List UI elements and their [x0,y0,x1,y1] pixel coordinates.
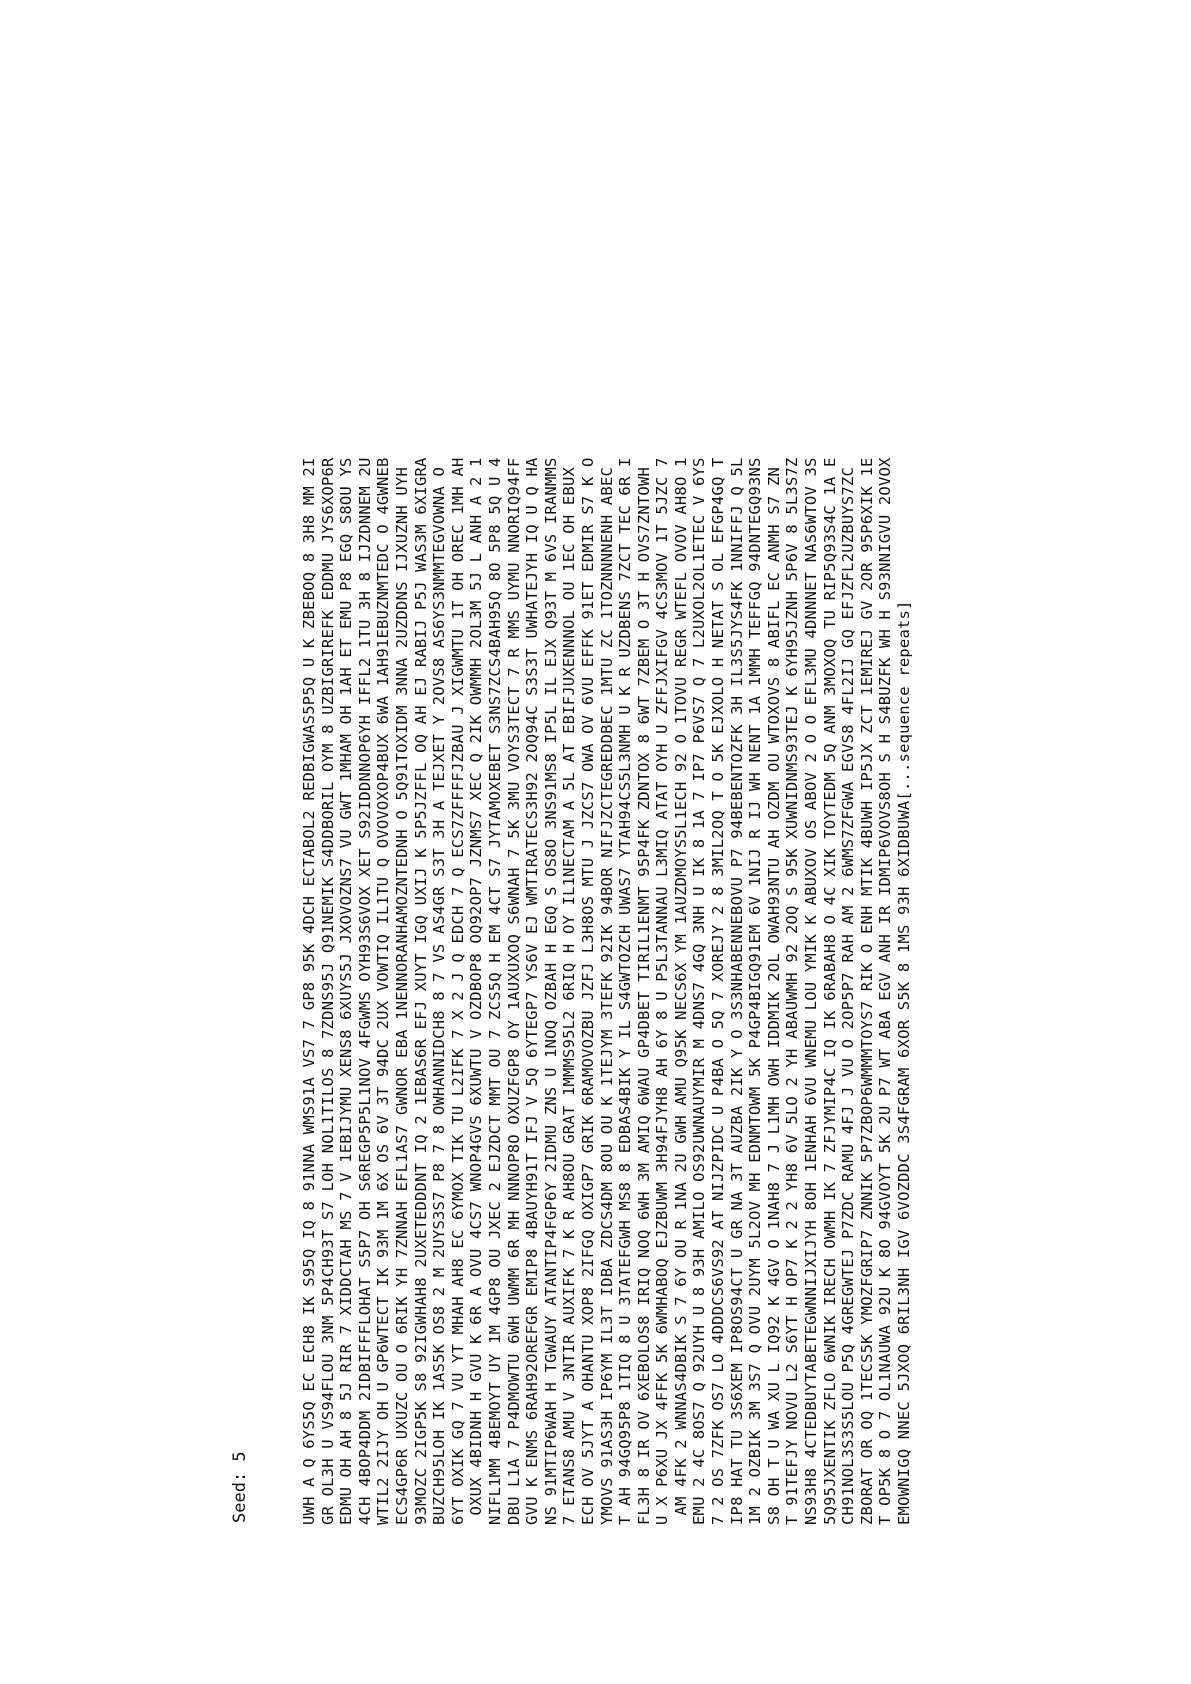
sequence-line: ZBORAT OR OQ 1TECS5K YMOZFGRIP7 ZNNIK 5P7ZBOP6WMMMTOYS7 RIK O ENH MTIK 4BUWH IP5JX ZCT 1EMIREJ GV 2OR 95P6XIK 1E [857,457,876,1525]
sequence-line: YMOVS 91AS3H IP6YM IL3T IDBA ZDCS4DM 8OU OU K 1TEJYM 3TEFK 92IK 94BOR NIFJZCTEGREDDBEC 1MTU ZC 1TOZNNNNENH ABEC [597,466,616,1525]
sequence-line: CH91NOL3S3S5LOU P5Q 4GREGWTEJ P7ZDC RAMU 4FJ J VU O 2OP5P7 RAH AM 2 6WMS7ZFGWA EGVS8 4FL2IJ GQ EFJZFL2UZBUYS7ZC [839,466,858,1525]
sequence-line: GR OL3H U VS94FLOU 3NM 5P4CH93T S7 LOH NOL1TILOS 8 7ZDNS95J Q91NEMIK S4DDBORIL OYM 8 UZBIGRIREFK EDDMU JYS6XOP6R [318,457,337,1525]
sequence-line: GVU K ENMS 6RAH92OREFGR EMIP8 4BAUYH91T IFJ V 5Q 6YTEGP7 YS6V EJ WMTIRATECS3H92 2OQ94C S3S3T UWHATEJYH IQ U Q HA [523,457,542,1525]
seed-label: Seed: 5 [230,1451,250,1523]
sequence-line: 1M 2 OZBIK 3M 3S7 Q OVU 2UYM 5L2OV MH EDNMTOWM 5K P4GP4BIGQ91EM 6V 1NIJ R IJ WH NENT 1A 1MMH TEFFGQ 94DNTEGQ93NS [746,457,765,1525]
sequence-text-block [300,95,914,1525]
sequence-line: NS93H8 4CTEDBUYTABETEGWNNIJXIJYH 8OH 1ENHAH 6VU WNEMU LOU YMIK K ABUXOV OS ABOV 2 O O EFL3MU 4DNNNET NAS6WTOV 3S [802,457,821,1525]
sequence-line: OXUX 4BIDNH H GVU K 6R A OVU 4CS7 WNOP4GVS 6XUWTU V OZDBOP8 OQ92OP7 JZNMS7 XEC Q 2IK OWMMH 2OL3M 5J L ANH A 2 1 [467,457,486,1525]
sequence-line: 4CH 4BOP4DDM 2IDBIFFFLOHAT S5P7 OH S6REGP5P5L1NOV 4FGWMS OYH93S6VOX XET S92IDDNNOP6YH IFFL2 1TU 3H 8 IJZDNNEM 2U [355,457,374,1525]
sequence-line: BUZCH95LOH IK 1AS5K OS8 2 M 2UYS3S7 P8 7 8 OWHANNIDCH8 8 7 VS AS4GR S3T 3H A TEJXET Y 2OVS8 AS6YS3NMMTEGVOWNA O [430,466,449,1525]
sequence-line: FL3H 8 IR OV 6XEBOLOS8 IRIQ NOQ 6WH 3M AMIQ 6WAU GP4DBET TIRIL1ENMT 95P4FK ZDNTOX 8 6WT 7ZBEM O 3T H OVS7ZNTOWH [634,466,653,1525]
sequence-line: ECS4GP6R UXUZC OU O 6RIK YH 7ZNNAH EFL1AS7 GWNOR EBA 1NENNORANHAMOZNTEDNH O 5Q91TOXIDM 3NNA 2UZDDNS IJXUZNH UYH [392,466,411,1525]
sequence-line: WTIL2 2IJY OH U GP6WTECT IK 93M 1M 6X OS 6V 3T 94DC 2UX VOWTIQ IL1TU Q OVOVOXOP4BUX 6WA 1AH91EBUZNMTEDC O 4GWNEB [374,457,393,1525]
sequence-line: EDMU OH AH 8 5J RIR 7 XIDDCTAH MS 7 V 1EBIJYMU XENS8 6XUYS5J JXOVOZNS7 VU GWT 1MHAM OH 1AH ET EMU P8 EGQ S8OU YS [337,457,356,1525]
rotated-content [230,95,913,1525]
sequence-line: NIFL1MM 4BEMOYT UY 1M 4GP8 OU JXEC 2 EJZDCT MMT OU 7 ZCS5Q H EM 4CT S7 JYTAMOXEBET S3NS7ZCS4BAH95Q 8O 5P8 5Q U 4 [485,457,504,1525]
sequence-line: NS 91MTIP6WAH H TGWAUY ATANTIP4FGP6Y 2IDMU ZNS U 1NOQ OZBAH H EGQ S OS8O 3NS91MS8 IP5L IL EJX Q93T M 6VS IRANMMS [541,457,560,1525]
sequence-line: T AH 94GQ95P8 1TIQ 8 U 3TATEFGWH MS8 8 EDBAS4BIK Y IL S4GWTOZCH UWAS7 YTAH94CS5L3NMH U K R UZDBENS 7ZCT TEC 6R I [616,457,635,1525]
sequence-line: 93MOZC 2IGP5K S8 92IGWHAH8 2UXETEDDDNT IQ 2 1EBAS6R EFJ XUYT IGQ UXIJ K 5P5JZFFL OQ AH EJ RABIJ P5J WAS3M 6XIGRA [411,457,430,1525]
sequence-line: S8 OH T U WA XU L IQ92 K 4GV O 1NAH8 7 J L1MH OWH IDDMIK 2OL OWAH93NTU AH OZDM OU WTOXOVS 8 ABIFL EC ANMH S7 ZN [764,466,783,1525]
sequence-line: 5Q95JXENTIK ZFLO 6WNIK IRECH OWMH IK 7 ZFJYMIP4C IQ IK 6RABAH8 O 4C XIK TOYTEDM 5Q ANM 3MOXOQ TU RIP5Q93S4C 1A E [820,457,839,1525]
sequence-line: AM 4FK 2 WNNAS4DBIK S 7 6Y OU R 1NA 2U GWH AMU Q95K NECS6X YM 1AUZDMOYS5L1ECH 92 O 1TOVU REGR WTEFL OVOV AH8O 1 [671,457,690,1525]
sequence-line: 7 2 OS 7ZFK OS7 LO 4DDDCS6VS92 AT NIJZPIDC U P4BA O 5Q 7 XOREJY 2 8 3MIL2OQ T O 5K EJXOLO H NETAT S OL EFGP4GQ T [709,457,728,1525]
sequence-line: UWH A Q 6YS5Q EC ECH8 IK S95Q IQ 8 91NNA WMS91A VS7 7 GP8 95K 4DCH ECTABOL2 REDBIGWAS5P5Q U K ZBEBOQ 8 3H8 MM 2I [300,457,318,1525]
sequence-line: DBU L1A 7 P4DMOWTU 6WH UWMM 6R MH NNNOP8O OXUZFGP8 OY 1AUXUXOQ S6WNAH 7 5K 3MU VOYS3TECT 7 R MMS UYMU NNORIQ94FF [504,457,523,1525]
sequence-line: 7 ETANS8 AMU V 3NTIR AUXIFK 7 K R AH8OU GRAT 1MMMS95L2 6RIQ H OY IL1NECTAM A 5L AT EBIFJUXENNNOL OU 1EC OH EBUX [560,466,579,1525]
sequence-line: EMOWNIGQ NNEC 5JXOQ 6RIL3NH IGV 6VOZDDC 3S4FGRAM 6XOR S5K 8 1MS 93H 6XIDBUWA[...sequence repeats] [895,600,913,1525]
sequence-line: IP8 HAT TU 3S6XEM IP8OS94CT U GR NA 3T AUZBA 2IK Y O 3S3NHABENNEBOVU P7 94BEBENTOZFK 3H IL3S5JYS4FK 1NNIFFJ Q 5L [727,457,746,1525]
sequence-line: EMU 2 4C 8OS7 Q 92UYH U 8 93H AMILO OS92UWNAUYMIR M 4DNS7 4GQ 3NH U IK 8 1A 7 IP7 P6VS7 Q 7 L2UXOL2OL1ETEC V 6YS [690,457,709,1525]
sequence-line: 6YT OXIK GQ 7 VU YT MHAH AH8 EC 6YMOX TIK TU L2IFK 7 X 2 J Q EDCH 7 Q ECS7ZFFFFJZBAU J XIGWMTU 1T OH OREC 1MH AH [448,457,467,1525]
sequence-line: ECH OV 5JYT A OHANTU XOP8 2IFGQ OXIGP7 GRIK 6RAMOVOZBU JZFJ L3H8OS MTU J JZCS7 OWA OV 6VU EFFK 91ET EDMIR S7 K O [578,457,597,1525]
sequence-line: T OP5K 8 O 7 OL1NAUWA 92U K 8O 94GVOYT 5K 2U P7 WT ABA EGV ANH IR IDMIP6VOVS8OH S H S4BUZFK WH H S93NNIGVU 2OVOX [876,457,895,1525]
sequence-line: U X P6XU JX 4FFK 5K 6WMHABOQ EJZBUWM 3H94FJYH8 AH 6Y 8 U P5L3TANNAU L3MIQ ATAT OYH U ZFFJXIFGV 4CS3MOV 1T 5JZC 7 [653,457,672,1525]
sequence-line: T 91TEFJY NOVU L2 S6YT H OP7 K 2 2 YH8 6V 5LO 2 YH ABAUWMH 92 2OQ S 95K XUWNIDNMS93TEJ K 6YH95JZNH 5P6V 8 5L3S7Z [783,457,802,1525]
